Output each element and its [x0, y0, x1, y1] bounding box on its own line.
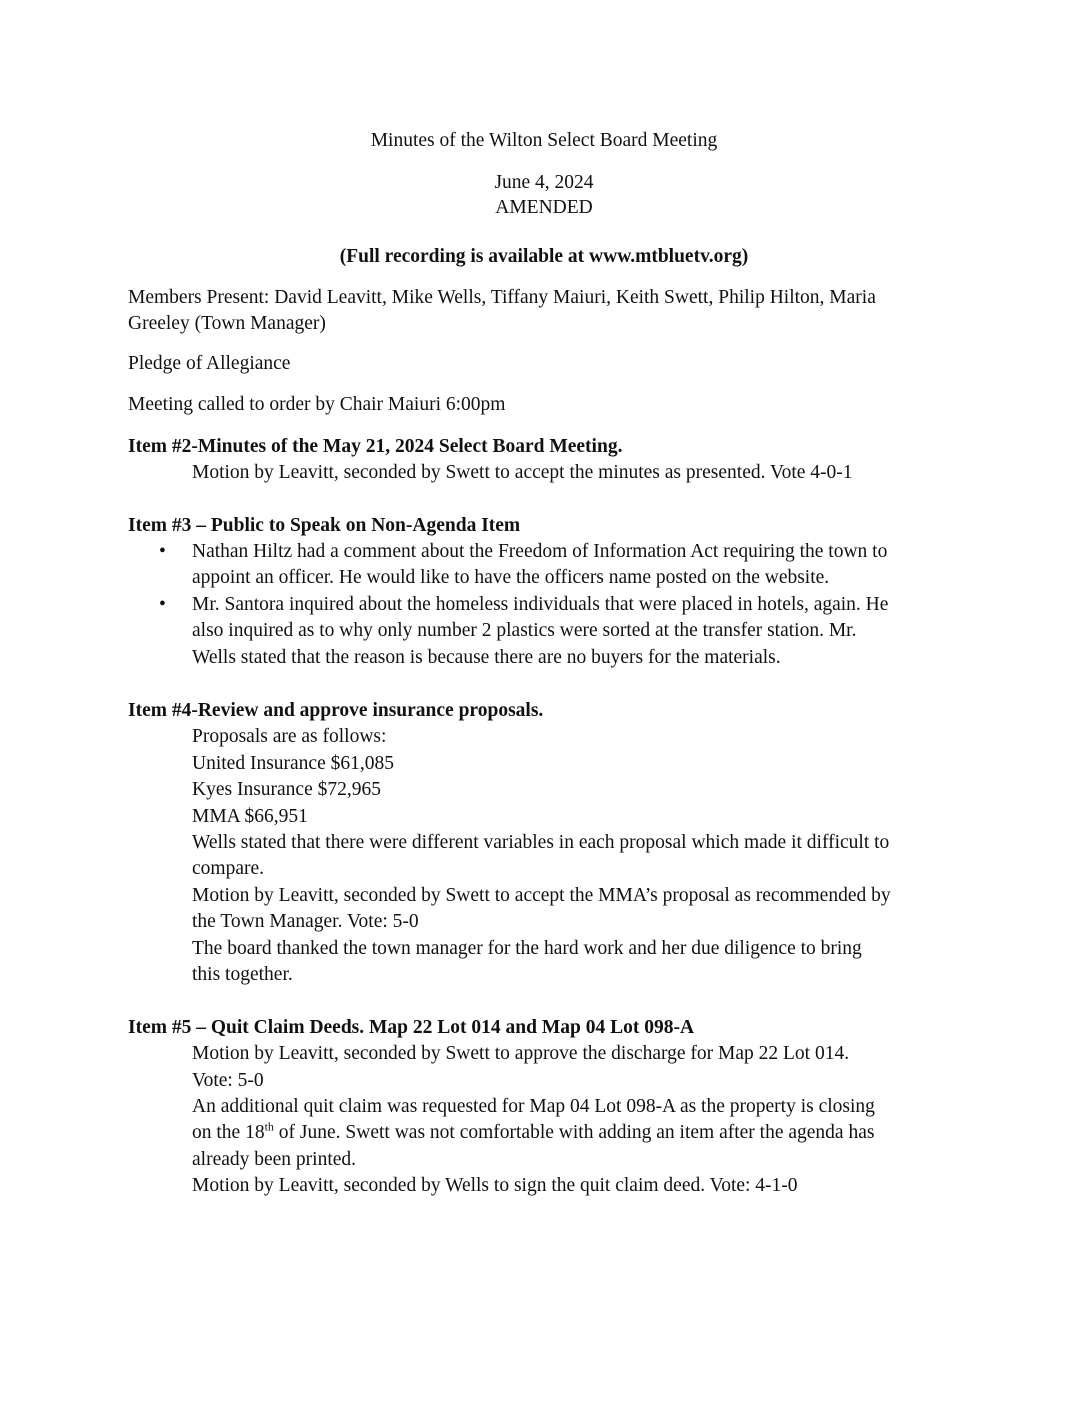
bullet-1-marker: • — [159, 541, 166, 562]
item5-line2: Vote: 5-0 — [192, 1070, 264, 1091]
item3-bullet2-line2: also inquired as to why only number 2 plastics were sorted at the transfer station. Mr. — [192, 620, 857, 641]
item4-line: Wells stated that there were different variables in each proposal which made it difficult to — [192, 832, 890, 853]
item4-heading: Item #4-Review and approve insurance proposals. — [128, 700, 544, 721]
item4-line: Kyes Insurance $72,965 — [192, 779, 381, 800]
item4-line: Proposals are as follows: — [192, 726, 387, 747]
item3-bullet1-line2: appoint an officer. He would like to have the officers name posted on the website. — [192, 567, 830, 588]
item4-line: MMA $66,951 — [192, 806, 308, 827]
document-title: Minutes of the Wilton Select Board Meeting — [370, 130, 718, 151]
item4-line: the Town Manager. Vote: 5-0 — [192, 911, 419, 932]
item4-line: this together. — [192, 964, 293, 985]
item3-bullet2-line3: Wells stated that the reason is because there are no buyers for the materials. — [192, 647, 781, 668]
item5-heading: Item #5 – Quit Claim Deeds. Map 22 Lot 014 and Map 04 Lot 098-A — [128, 1017, 695, 1038]
item3-heading: Item #3 – Public to Speak on Non-Agenda Item — [128, 515, 521, 536]
item3-bullet1-line1: Nathan Hiltz had a comment about the Freedom of Information Act requiring the town to — [192, 541, 888, 562]
item4-line: Motion by Leavitt, seconded by Swett to accept the MMA’s proposal as recommended by — [192, 885, 891, 906]
item5-line4-pre: on the 18 — [192, 1122, 265, 1143]
item5-line1: Motion by Leavitt, seconded by Swett to approve the discharge for Map 22 Lot 014. — [192, 1043, 850, 1064]
recording-note: (Full recording is available at www.mtbluetv.org) — [339, 246, 749, 267]
ordinal-suffix: th — [264, 1119, 274, 1134]
amended-label: AMENDED — [495, 197, 593, 218]
item5-line4-post: of June. Swett was not comfortable with adding an item after the agenda has — [273, 1122, 875, 1143]
item2-heading: Item #2-Minutes of the May 21, 2024 Select Board Meeting. — [128, 436, 623, 457]
members-present-line-1: Members Present: David Leavitt, Mike Wells, Tiffany Maiuri, Keith Swett, Philip Hilton, Maria — [128, 287, 876, 308]
meeting-date: June 4, 2024 — [494, 172, 594, 193]
pledge-line: Pledge of Allegiance — [128, 353, 291, 374]
members-present-line-2: Greeley (Town Manager) — [128, 313, 326, 334]
item4-line: United Insurance $61,085 — [192, 753, 394, 774]
item2-motion: Motion by Leavitt, seconded by Swett to accept the minutes as presented. Vote 4-0-1 — [192, 462, 853, 483]
item5-line6: Motion by Leavitt, seconded by Wells to sign the quit claim deed. Vote: 4-1-0 — [192, 1175, 798, 1196]
item4-line: compare. — [192, 858, 265, 879]
item5-line3: An additional quit claim was requested for Map 04 Lot 098-A as the property is closing — [192, 1096, 875, 1117]
bullet-2-marker: • — [159, 594, 166, 615]
item3-bullet2-line1: Mr. Santora inquired about the homeless individuals that were placed in hotels, again. He — [192, 594, 889, 615]
item4-line: The board thanked the town manager for the hard work and her due diligence to bring — [192, 938, 862, 959]
call-to-order-line: Meeting called to order by Chair Maiuri 6:00pm — [128, 394, 506, 415]
item5-line4 — [192, 1120, 962, 1147]
item5-line5: already been printed. — [192, 1149, 357, 1170]
